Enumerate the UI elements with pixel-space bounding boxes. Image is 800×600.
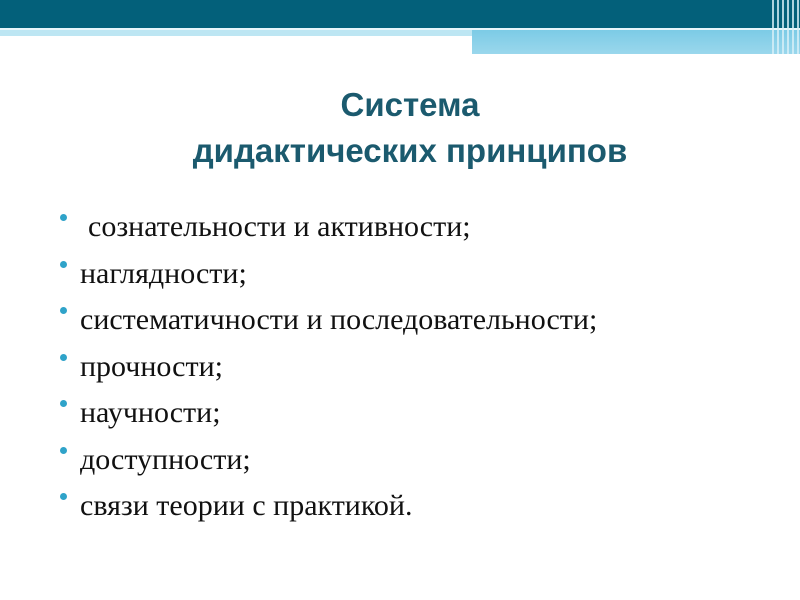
- list-item-text: прочности;: [80, 349, 223, 383]
- bullet-icon: [60, 214, 67, 221]
- list-item: [60, 204, 760, 251]
- list-item-text: доступности;: [80, 442, 251, 476]
- bullet-icon: [60, 447, 67, 454]
- list-item-text: связи теории с практикой.: [80, 489, 413, 522]
- slide-title: [60, 82, 760, 174]
- list-item-text: наглядности;: [80, 256, 247, 290]
- top-banner-stripes: [772, 0, 800, 54]
- bullet-icon: [60, 354, 67, 361]
- list-item-text: систематичности и последовательности;: [80, 303, 598, 336]
- list-item: [60, 483, 760, 530]
- list-item: [60, 390, 760, 437]
- bullet-icon: [60, 307, 67, 314]
- top-banner-mid: [472, 30, 800, 54]
- list-item-text: научности;: [80, 396, 221, 429]
- list-item: [60, 297, 760, 344]
- list-item: [60, 437, 760, 484]
- top-banner-dark: [0, 0, 800, 28]
- slide-title-line-2: дидактических принципов: [192, 132, 628, 169]
- list-item: [60, 344, 760, 391]
- bullet-list: [60, 204, 760, 530]
- bullet-icon: [60, 400, 67, 407]
- list-item-text: сознательности и активности;: [88, 210, 471, 243]
- list-item: [60, 251, 760, 298]
- slide-title-line-1: Система: [340, 86, 480, 123]
- bullet-icon: [60, 261, 67, 268]
- bullet-icon: [60, 493, 67, 500]
